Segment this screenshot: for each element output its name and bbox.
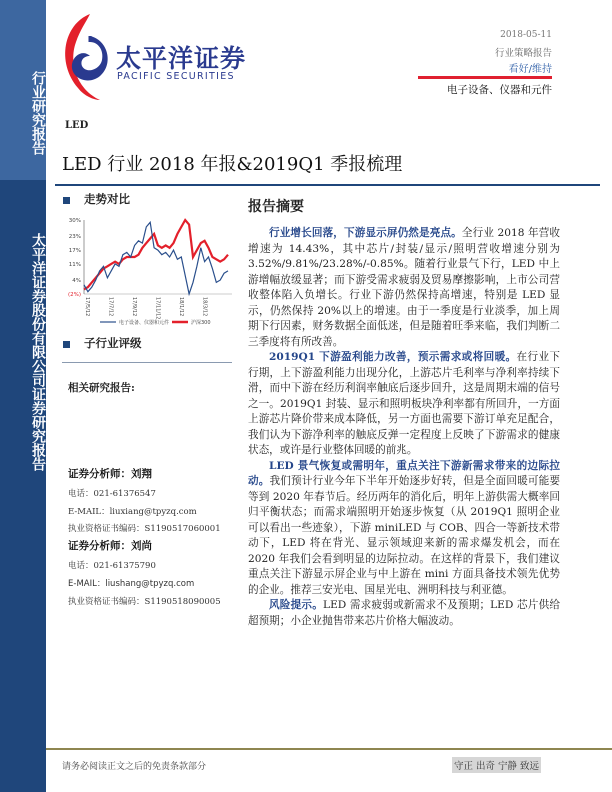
summary-paragraph xyxy=(248,459,560,599)
industry: 电子设备、仪器和元件 xyxy=(447,84,552,96)
y-tick-label: 30% xyxy=(68,218,81,224)
analyst-name: 证券分析师：刘翔 xyxy=(68,468,152,480)
sidebar-bottom-text: 太平洋证券股份有限公司证券研究报告 xyxy=(30,233,46,471)
bullet-square-icon xyxy=(63,197,70,204)
footer-motto: 守正 出奇 宁静 致远 xyxy=(452,757,541,773)
summary-paragraph xyxy=(248,226,560,350)
paragraph-text: LED 需求疲弱或新需求不及预期；LED 芯片供给超预期；小企业抛售带来芯片价格大幅波动。 xyxy=(248,599,560,627)
x-tick-label: 18/3/12 xyxy=(201,297,208,317)
paragraph-lead: 2019Q1 下游盈利能力改善，预示需求或将回暖。 xyxy=(269,351,517,363)
analyst-license: 执业资格证书编码：S1190518090005 xyxy=(68,597,221,607)
paragraph-text: 全行业 2018 年营收增速为 14.43%，其中芯片/封装/显示/照明营收增速分别为 3.52%/9.81%/23.28%/-0.85%。随着行业景气下行，LED 中上游增幅放缓显著；而下游受需求疲弱及贸易摩擦影响，上市公司营收整体陷入负增长。行业下游仍然保持高增速，特别是 LED 显示，仍然保持 20%以上的增速。由于一季度是行业淡季，加上周期下行因素，财务数据全面低迷，但是随着旺季来临，我们判断二三季度将有所改善。 xyxy=(248,227,561,348)
trend-heading xyxy=(63,191,130,207)
x-tick-label: 17/11/12 xyxy=(154,297,161,320)
sub-rating-heading xyxy=(63,335,142,351)
y-tick-label: 23% xyxy=(68,234,81,241)
summary-paragraph xyxy=(248,598,560,629)
paragraph-text: 我们预计行业今年下半年开始逐步好转，但是全面回暖可能要等到 2020 年春节后。经历两年的消化后，明年上游供需大概率回归平衡状态；而需求端照明开始逐步恢复（从 2019Q1 照明企业可以看出一些迹象），下游 miniLED 与 COB、四合一等新技术带动下，LED 将在背光、显示领域迎来新的需求爆发机会，而在 2020 年我们会看到明显的边际拉动。在这样的背景下，我们建议重点关注下游显示屏企业与中上游在 mini 方面具备技术领先优势的企业。推荐三安光电、国星光电、洲明科技与利亚德。 xyxy=(248,475,560,596)
x-tick-label: 18/1/12 xyxy=(177,297,184,317)
page-title: LED 行业 2018 年报&2019Q1 季报梳理 xyxy=(62,154,403,175)
trend-heading-text: 走势对比 xyxy=(84,192,130,206)
brand-name-cn: 太平洋证券 xyxy=(116,44,247,73)
title-rule xyxy=(55,184,600,186)
report-type: 行业策略报告 xyxy=(494,48,552,59)
x-tick-label: 17/9/12 xyxy=(130,297,137,317)
analyst-license: 执业资格证书编码：S1190517060001 xyxy=(68,524,221,534)
sidebar-bottom-label xyxy=(0,232,46,472)
sub-rating-rule xyxy=(62,362,232,363)
y-tick-label: (2%) xyxy=(67,292,81,298)
header-divider xyxy=(418,76,552,79)
legend-label: 沪深300 xyxy=(191,320,211,326)
summary-heading: 报告摘要 xyxy=(248,199,304,215)
analyst-phone: 电话：021-61375790 xyxy=(68,561,156,571)
bullet-square-icon xyxy=(63,341,70,348)
brand-name-en: PACIFIC SECURITIES xyxy=(117,71,235,82)
y-tick-label: 4% xyxy=(72,278,81,285)
sidebar-top-label xyxy=(0,58,46,168)
sub-rating-heading-text: 子行业评级 xyxy=(84,336,142,350)
paragraph-lead: 行业增长回落，下游显示屏仍然是亮点。 xyxy=(269,227,462,239)
legend-label: 电子设备、仪器和元件 xyxy=(119,320,170,326)
industry-tag: LED xyxy=(65,120,89,131)
company-logo-icon xyxy=(56,12,116,102)
x-tick-label: 17/7/12 xyxy=(107,297,114,317)
summary-body xyxy=(248,226,560,629)
series-line-electronics xyxy=(84,222,228,294)
series-line-hs300 xyxy=(84,220,228,289)
analyst-email[interactable]: E-MAIL：liuxiang@tpyzq.com xyxy=(68,507,197,517)
analyst-name: 证券分析师：刘尚 xyxy=(68,540,152,552)
rating: 看好/维持 xyxy=(508,64,552,75)
paragraph-lead: 风险提示。 xyxy=(269,599,324,611)
summary-paragraph xyxy=(248,350,560,459)
related-reports-heading: 相关研究报告: xyxy=(68,382,135,394)
sidebar-top-text: 行业研究报告 xyxy=(30,71,46,155)
report-date: 2018-05-11 xyxy=(500,30,552,40)
footer-rule xyxy=(46,748,612,750)
footer-disclaimer: 请务必阅读正文之后的免责条款部分 xyxy=(62,762,207,772)
x-tick-label: 17/5/12 xyxy=(84,297,90,317)
y-tick-label: 11% xyxy=(68,261,81,268)
paragraph-text: 在行业下行期，上下游盈利能力出现分化，上游芯片毛利率与净利率持续下滑，而中下游在经历利润率触底后逐步回升，这是周期末端的信号之一。2019Q1 封装、显示和照明板块净利率都有所回升，一方面上游芯片降价带来成本降低，另一方面也需要下游订单充足配合，我们认为下游净利率的触底反弹一定程度上反映了下游需求的健康状态，或许是行业整体回暖的前兆。 xyxy=(248,351,561,456)
analyst-email[interactable]: E-MAIL：liushang@tpyzq.com xyxy=(68,579,195,589)
paragraph-lead: LED 景气恢复或需明年，重点关注下游新需求带来的边际拉动。 xyxy=(248,459,560,487)
y-tick-label: 17% xyxy=(68,248,81,255)
trend-chart xyxy=(62,212,237,330)
analyst-phone: 电话：021-61376547 xyxy=(68,489,156,499)
